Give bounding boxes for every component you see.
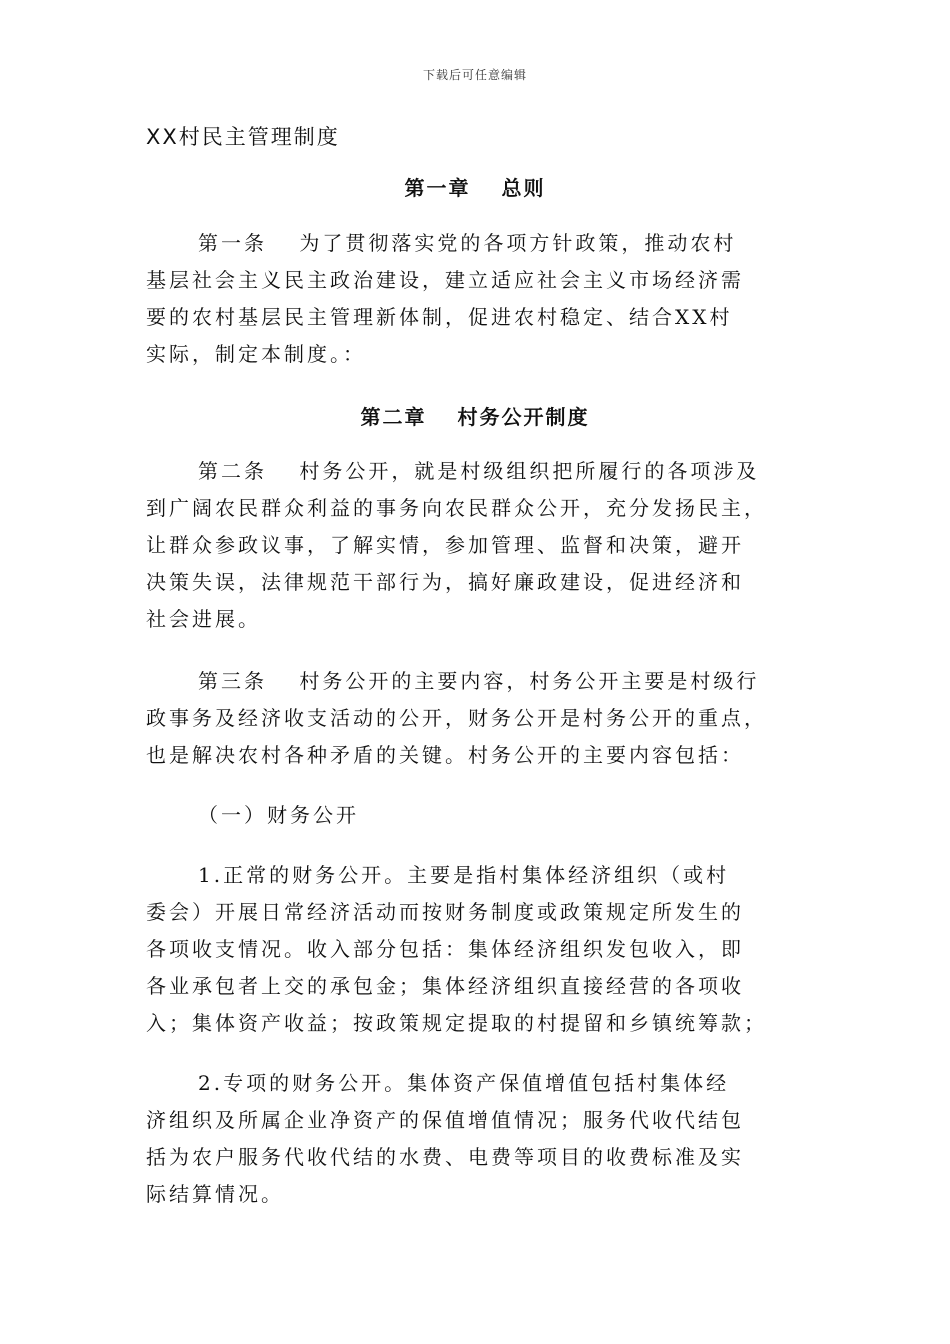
paragraph-line: 入；集体资产收益；按政策规定提取的村提留和乡镇统筹款； bbox=[146, 1011, 767, 1035]
paragraph-line: 济组织及所属企业净资产的保值增值情况；服务代收代结包 bbox=[146, 1108, 744, 1132]
paragraph-line: 委会）开展日常经济活动而按财务制度或政策规定所发生的 bbox=[146, 900, 744, 924]
document-title: XX村民主管理制度 bbox=[146, 125, 340, 149]
paragraph-line: （一）财务公开 bbox=[198, 803, 359, 827]
paragraph-line: 到广阔农民群众利益的事务向农民群众公开，充分发扬民主， bbox=[146, 496, 767, 520]
paragraph-line: 各项收支情况。收入部分包括：集体经济组织发包收入，即 bbox=[146, 937, 744, 961]
article-1-paragraph bbox=[146, 225, 818, 373]
article-2-paragraph bbox=[146, 453, 818, 638]
item-2-paragraph bbox=[146, 1065, 818, 1213]
paragraph-line: 要的农村基层民主管理新体制，促进农村稳定、结合XX村 bbox=[146, 305, 733, 329]
paragraph-line: 括为农户服务代收代结的水费、电费等项目的收费标准及实 bbox=[146, 1145, 744, 1169]
chapter-1-heading: 第一章 总则 bbox=[404, 176, 546, 200]
paragraph-line: 2.专项的财务公开。集体资产保值增值包括村集体经 bbox=[198, 1071, 730, 1095]
paragraph-line: 实际，制定本制度。： bbox=[146, 342, 366, 366]
paragraph-line: 社会进展。 bbox=[146, 607, 261, 631]
paragraph-line: 政事务及经济收支活动的公开，财务公开是村务公开的重点， bbox=[146, 706, 767, 730]
paragraph-line: 第一条 为了贯彻落实党的各项方针政策，推动农村 bbox=[198, 231, 737, 255]
paragraph-line: 决策失误，法律规范干部行为，搞好廉政建设，促进经济和 bbox=[146, 570, 744, 594]
header-note: 下载后可任意编辑 bbox=[422, 68, 527, 82]
paragraph-line: 也是解决农村各种矛盾的关键。村务公开的主要内容包括： bbox=[146, 743, 744, 767]
paragraph-line: 让群众参政议事，了解实情，参加管理、监督和决策，避开 bbox=[146, 533, 744, 557]
paragraph-line: 各业承包者上交的承包金；集体经济组织直接经营的各项收 bbox=[146, 974, 744, 998]
paragraph-line: 第二条 村务公开，就是村级组织把所履行的各项涉及 bbox=[198, 459, 760, 483]
paragraph-line: 第三条 村务公开的主要内容，村务公开主要是村级行 bbox=[198, 669, 760, 693]
chapter-2-heading: 第二章 村务公开制度 bbox=[360, 405, 590, 429]
paragraph-line: 1.正常的财务公开。主要是指村集体经济组织（或村 bbox=[198, 863, 730, 887]
paragraph-line: 基层社会主义民主政治建设，建立适应社会主义市场经济需 bbox=[146, 268, 744, 292]
item-1-paragraph bbox=[146, 857, 818, 1042]
article-3-paragraph bbox=[146, 663, 818, 774]
section-heading-financial-disclosure bbox=[146, 797, 818, 834]
paragraph-line: 际结算情况。 bbox=[146, 1182, 284, 1206]
